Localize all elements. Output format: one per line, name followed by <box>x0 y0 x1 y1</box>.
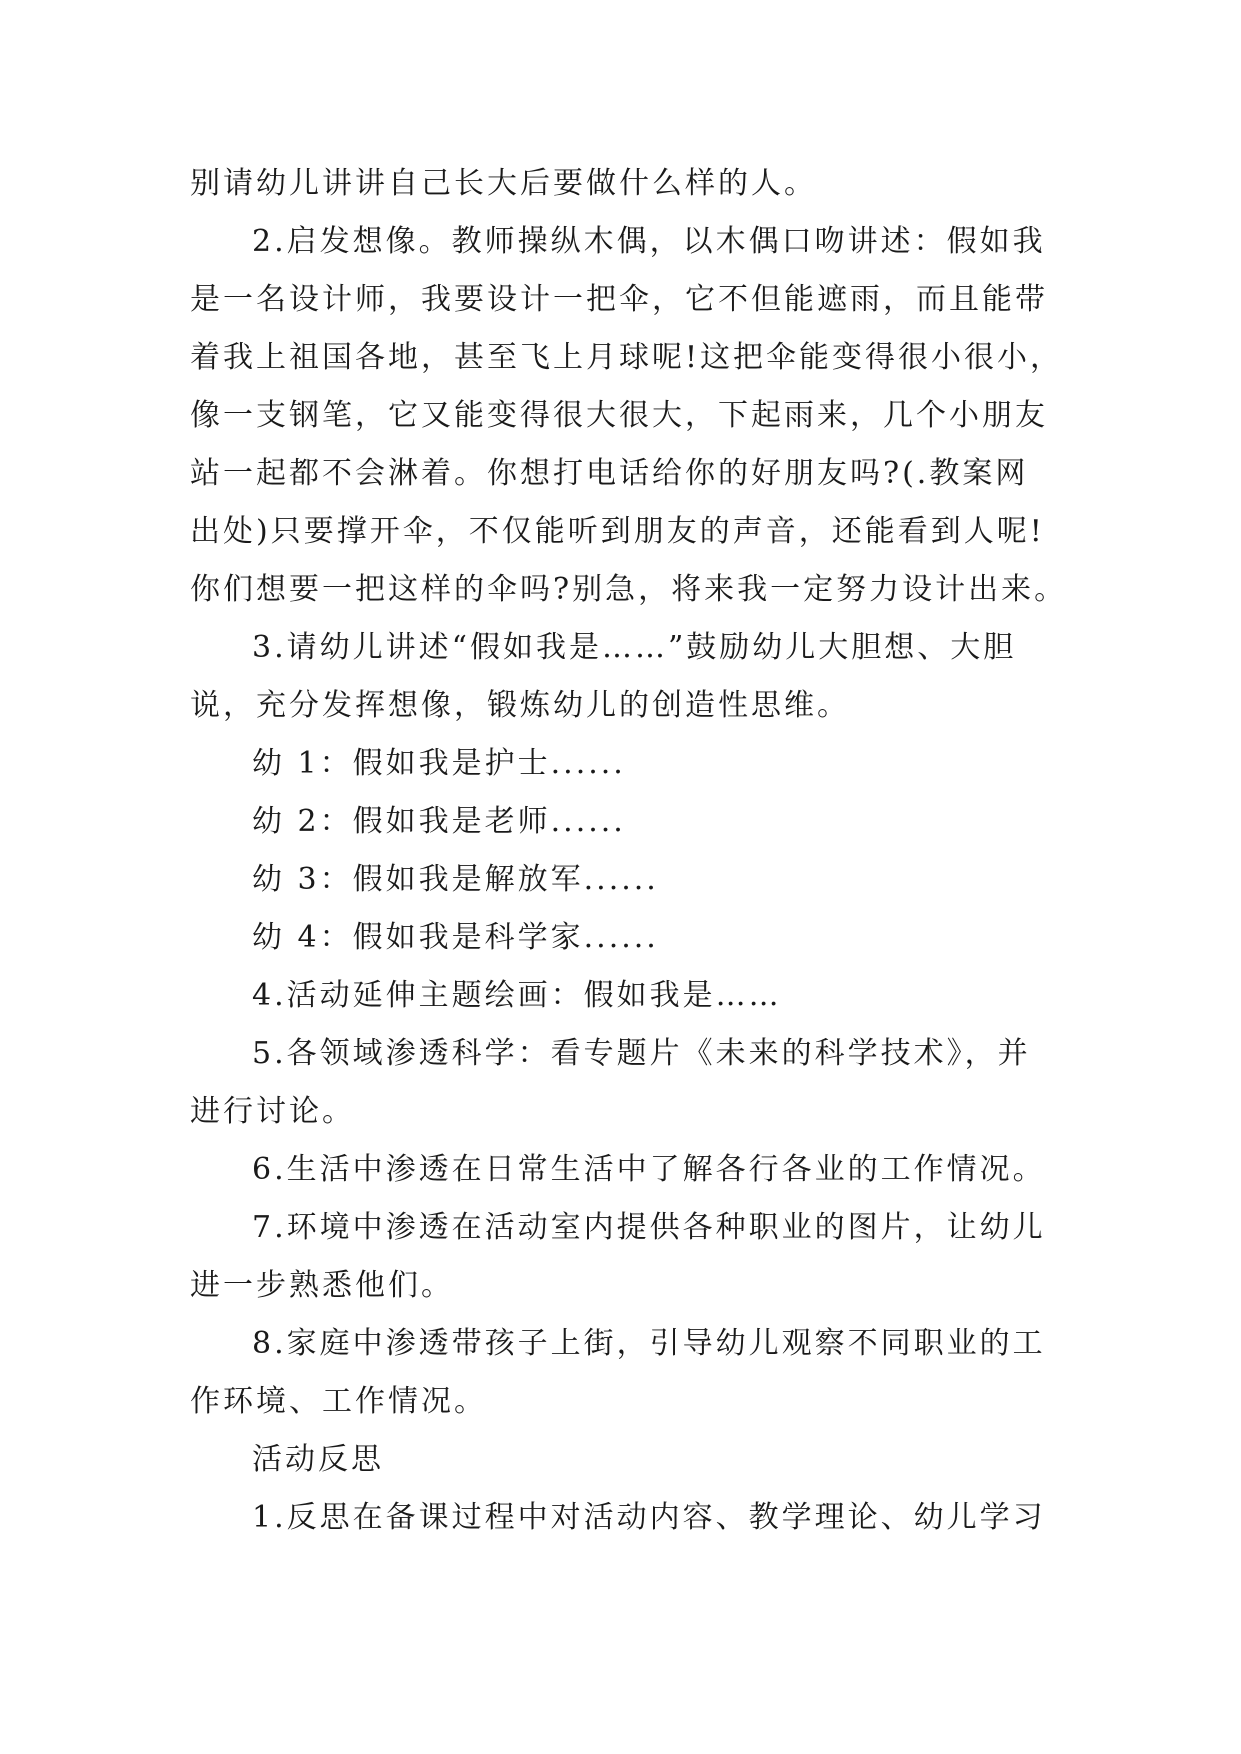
text-line: 说，充分发挥想像，锻炼幼儿的创造性思维。 <box>190 688 850 723</box>
text-line: 别请幼儿讲讲自己长大后要做什么样的人。 <box>190 166 817 201</box>
text-line: 2.启发想像。教师操纵木偶，以木偶口吻讲述：假如我 <box>252 224 1046 259</box>
text-line: 幼 3：假如我是解放军...... <box>252 862 659 897</box>
text-line: 站一起都不会淋着。你想打电话给你的好朋友吗?(.教案网 <box>190 456 1029 491</box>
text-line: 幼 1：假如我是护士...... <box>252 746 626 781</box>
text-line: 5.各领域渗透科学：看专题片《未来的科学技术》，并 <box>252 1036 1031 1071</box>
text-line: 你们想要一把这样的伞吗?别急，将来我一定努力设计出来。 <box>190 572 1068 607</box>
text-line: 幼 2：假如我是老师...... <box>252 804 626 839</box>
text-line: 8.家庭中渗透带孩子上街，引导幼儿观察不同职业的工 <box>252 1326 1046 1361</box>
text-line: 着我上祖国各地，甚至飞上月球呢!这把伞能变得很小很小， <box>190 340 1064 375</box>
text-line: 像一支钢笔，它又能变得很大很大，下起雨来，几个小朋友 <box>190 398 1048 433</box>
text-line: 6.生活中渗透在日常生活中了解各行各业的工作情况。 <box>252 1152 1046 1187</box>
section-heading: 活动反思 <box>252 1442 384 1477</box>
text-line: 进行讨论。 <box>190 1094 355 1129</box>
text-line: 7.环境中渗透在活动室内提供各种职业的图片，让幼儿 <box>252 1210 1046 1245</box>
text-line: 3.请幼儿讲述“假如我是……”鼓励幼儿大胆想、大胆 <box>252 630 1017 665</box>
text-line: 出处)只要撑开伞，不仅能听到朋友的声音，还能看到人呢! <box>190 514 1045 549</box>
text-line: 幼 4：假如我是科学家...... <box>252 920 659 955</box>
text-line: 4.活动延伸主题绘画：假如我是…… <box>252 978 782 1013</box>
text-line: 作环境、工作情况。 <box>190 1384 487 1419</box>
text-line: 是一名设计师，我要设计一把伞，它不但能遮雨，而且能带 <box>190 282 1048 317</box>
text-line: 1.反思在备课过程中对活动内容、教学理论、幼儿学习 <box>252 1500 1046 1535</box>
text-line: 进一步熟悉他们。 <box>190 1268 454 1303</box>
